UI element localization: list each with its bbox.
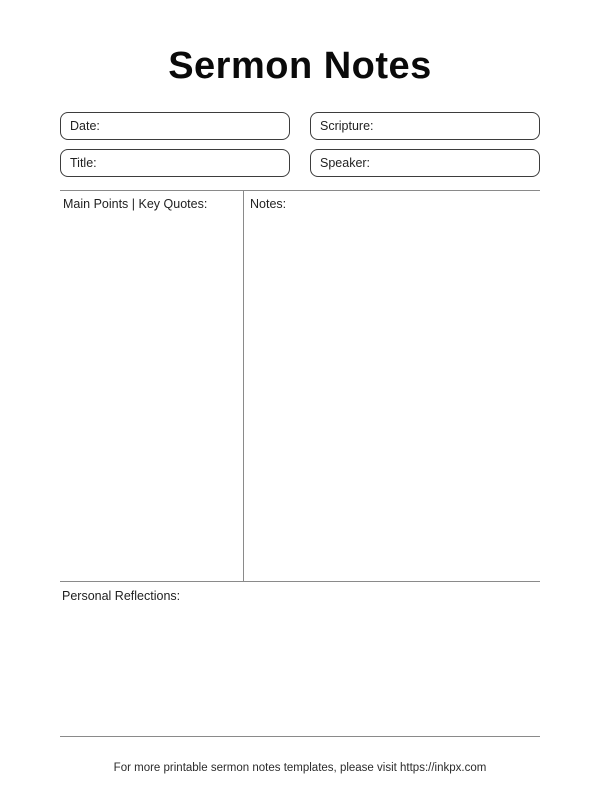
speaker-field-label: Speaker: [320, 156, 371, 170]
main-points-area[interactable] [60, 191, 244, 581]
reflections-area[interactable] [60, 585, 540, 735]
reflections-label: Personal Reflections: [62, 589, 181, 603]
notes-label: Notes: [250, 197, 287, 211]
header-fields [60, 112, 540, 177]
title-field[interactable] [60, 149, 290, 177]
scripture-field-label: Scripture: [320, 119, 374, 133]
speaker-field[interactable] [310, 149, 540, 177]
title-field-label: Title: [70, 156, 97, 170]
notes-section [60, 190, 540, 582]
scripture-field[interactable] [310, 112, 540, 140]
date-field[interactable] [60, 112, 290, 140]
page-title: Sermon Notes [168, 45, 432, 87]
footer-divider [60, 736, 540, 737]
notes-area[interactable] [244, 191, 540, 581]
footer-note: For more printable sermon notes templates, please visit https://inkpx.com [113, 762, 487, 774]
date-field-label: Date: [70, 119, 100, 133]
main-points-label: Main Points | Key Quotes: [63, 197, 208, 211]
